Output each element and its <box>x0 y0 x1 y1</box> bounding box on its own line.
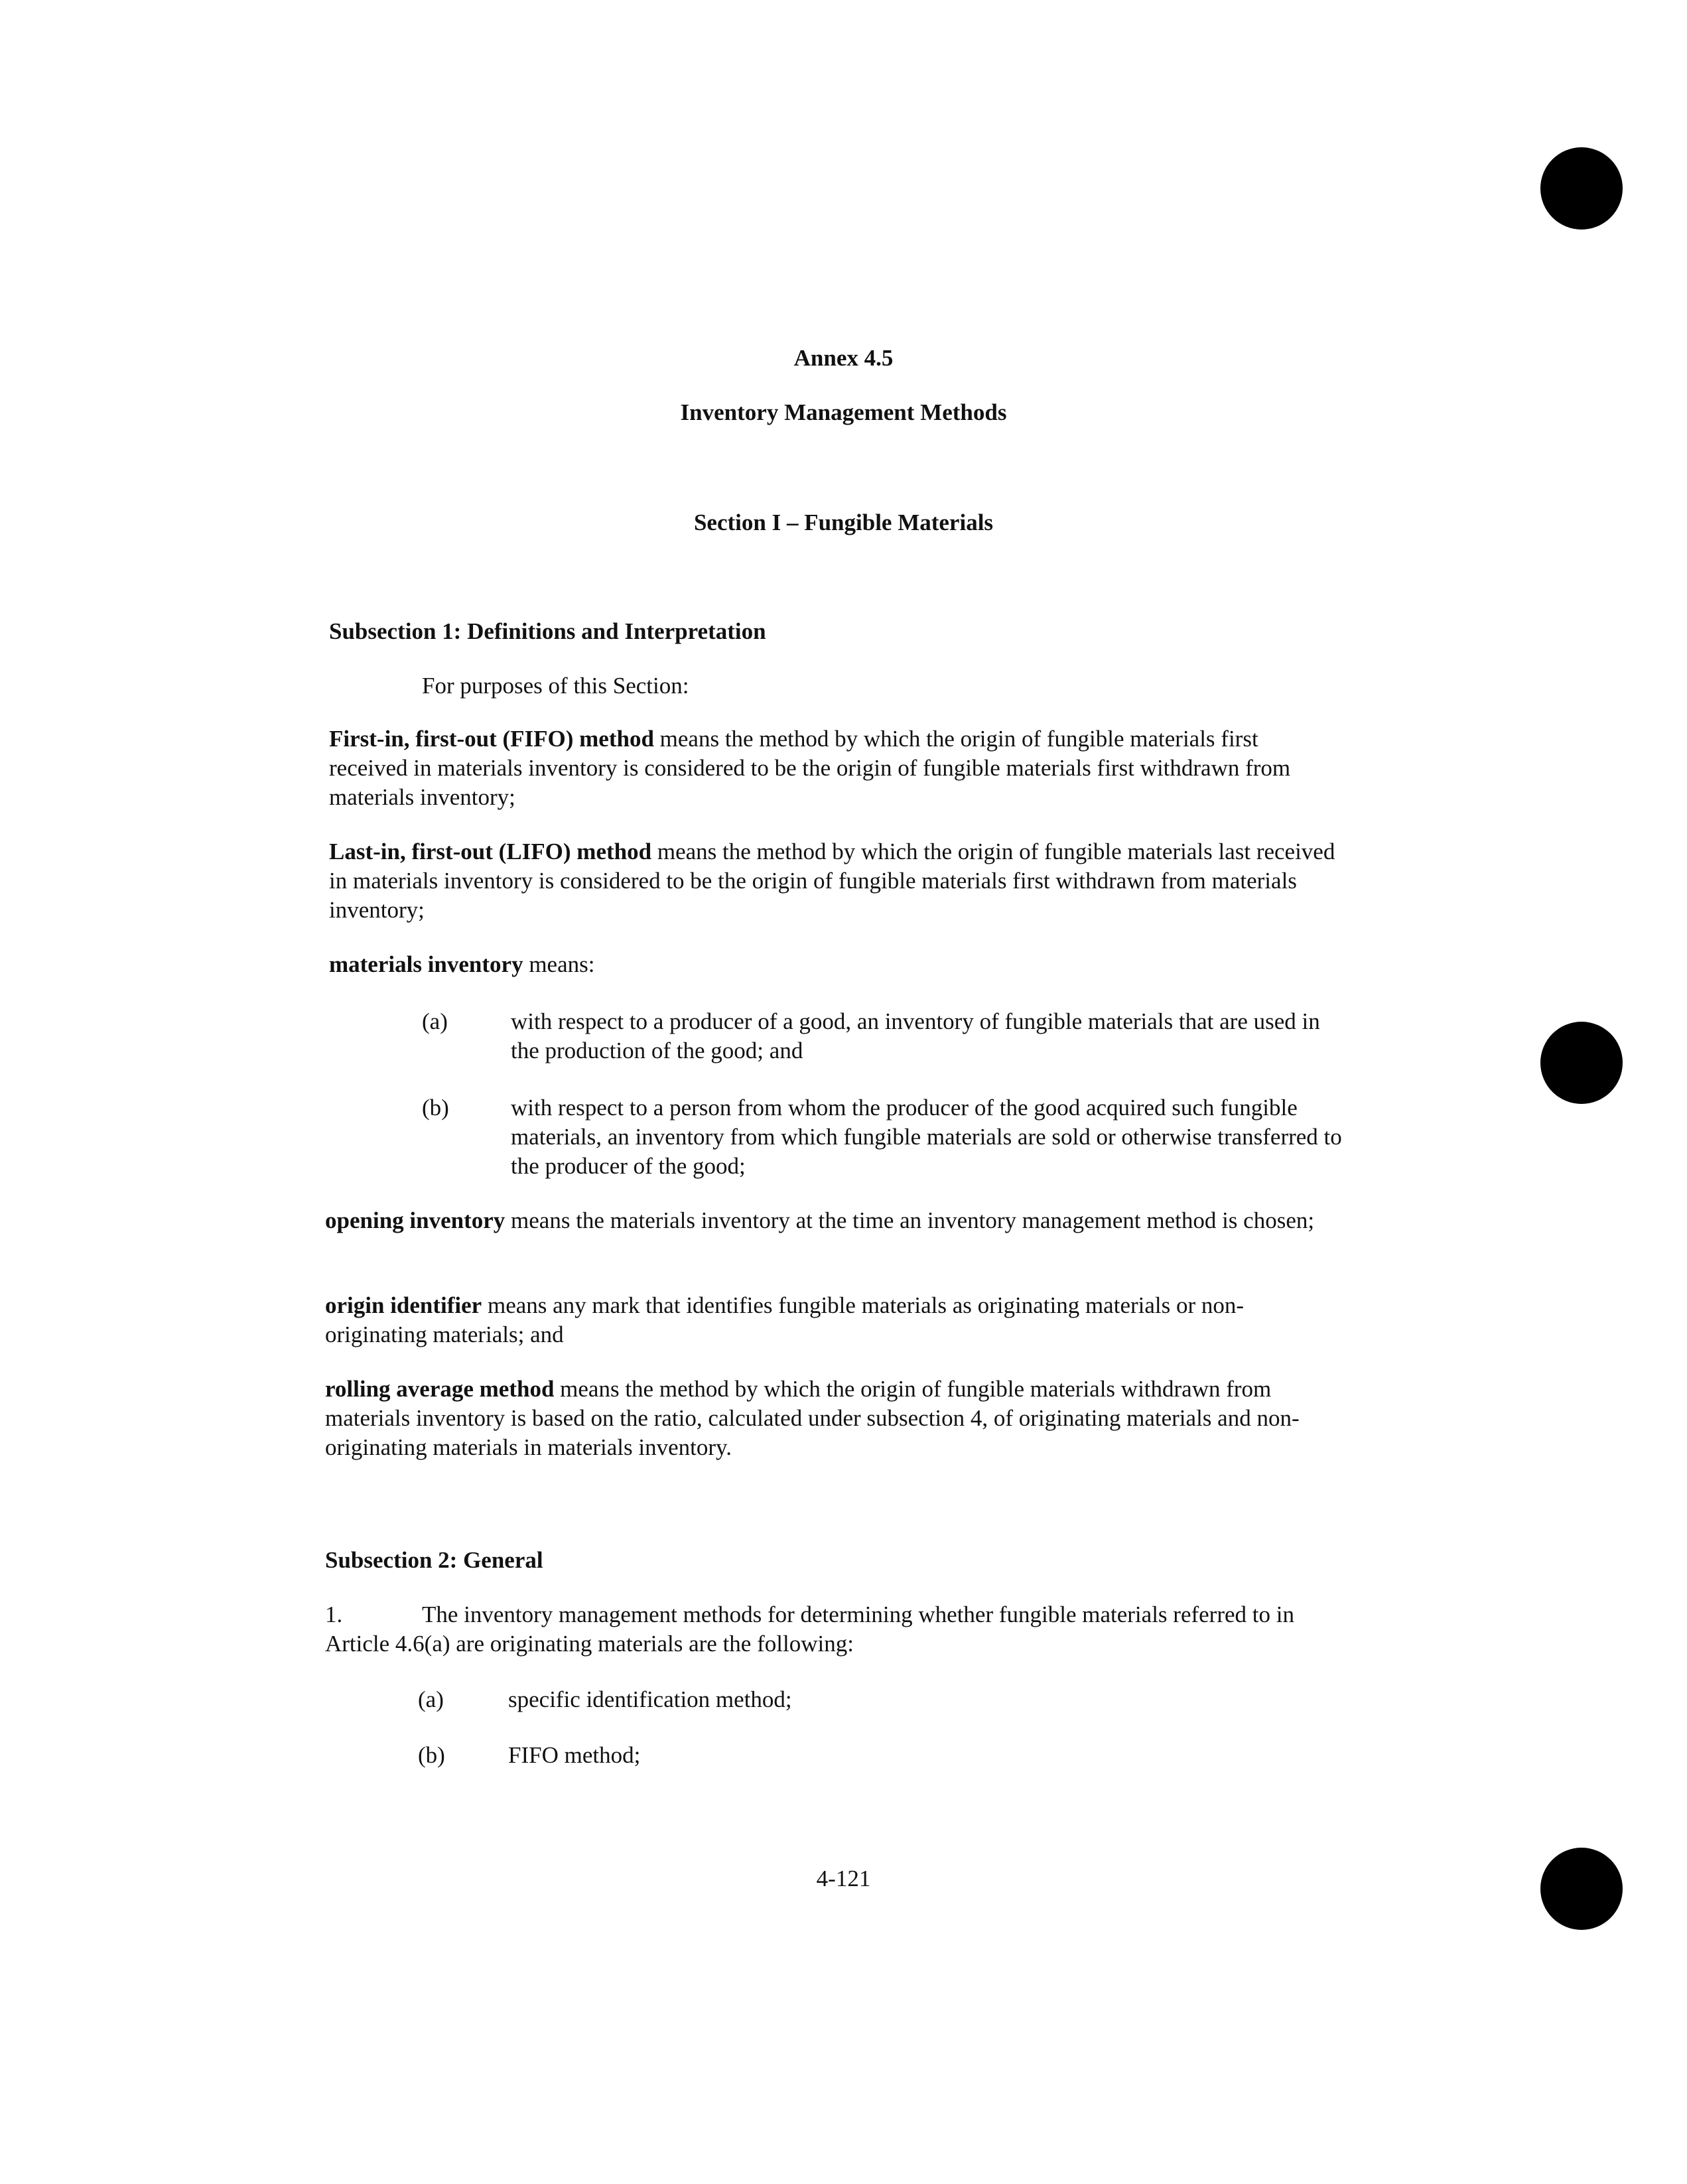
list-item-text: FIFO method; <box>508 1742 641 1768</box>
annex-number: Annex 4.5 <box>793 345 894 371</box>
term-lifo: Last-in, first-out (LIFO) method <box>329 839 652 864</box>
definition-origin-identifier <box>325 1291 1333 1349</box>
definition-opening-inventory <box>325 1206 1347 1235</box>
list-item-label: (b) <box>422 1095 449 1121</box>
subsection-1-heading: Subsection 1: Definitions and Interpretation <box>329 618 766 644</box>
definition-materials-inventory-text: means: <box>523 951 595 977</box>
definition-rolling-average-text: means the method by which the origin of fungible materials withdrawn from materials inventory is based on the ratio, calculated under subsection 4, of originating materials and non-originating materials in materials inventory. <box>325 1376 1300 1460</box>
term-materials-inventory: materials inventory <box>329 951 523 977</box>
list-item-text: with respect to a producer of a good, an inventory of fungible materials that are used in the production of the good; and <box>511 1008 1320 1063</box>
definition-opening-inventory-text: means the materials inventory at the time an inventory management method is chosen; <box>505 1207 1315 1233</box>
term-rolling-average: rolling average method <box>325 1376 555 1402</box>
punch-hole-middle <box>1540 1022 1623 1104</box>
term-fifo: First-in, first-out (FIFO) method <box>329 726 654 752</box>
definition-fifo-text: means the method by which the origin of fungible materials first received in materials inventory is considered to be the origin of fungible materials first withdrawn from materials inventory; <box>329 726 1291 810</box>
intro-text: For purposes of this Section: <box>422 673 689 699</box>
list-item-label: (a) <box>418 1686 444 1712</box>
term-opening-inventory: opening inventory <box>325 1207 506 1233</box>
definition-rolling-average <box>325 1375 1333 1462</box>
list-item-text: specific identification method; <box>508 1686 792 1712</box>
paragraph-1-text: The inventory management methods for determining whether fungible materials referred to in Article 4.6(a) are originating materials are the following: <box>325 1602 1294 1657</box>
subsection-2-heading: Subsection 2: General <box>325 1547 543 1573</box>
definition-lifo-text: means the method by which the origin of fungible materials last received in materials inventory is considered to be the origin of fungible materials first withdrawn from materials inventory; <box>329 839 1335 923</box>
page-number: 4-121 <box>816 1866 871 1891</box>
definition-materials-inventory <box>329 950 594 979</box>
definition-lifo <box>329 837 1337 925</box>
paragraph-number: 1. <box>325 1602 343 1627</box>
term-origin-identifier: origin identifier <box>325 1292 482 1318</box>
list-item-label: (a) <box>422 1008 448 1034</box>
definition-origin-identifier-text: means any mark that identifies fungible materials as originating materials or non-originating materials; and <box>325 1292 1245 1347</box>
section-heading: Section I – Fungible Materials <box>693 510 994 535</box>
definition-fifo <box>329 724 1337 812</box>
punch-hole-top <box>1540 147 1623 230</box>
list-item-text: with respect to a person from whom the producer of the good acquired such fungible materials, an inventory from which fungible materials are sold or otherwise transferred to the producer of the good; <box>511 1095 1342 1179</box>
list-item-label: (b) <box>418 1742 445 1768</box>
document-title: Inventory Management Methods <box>680 399 1007 425</box>
